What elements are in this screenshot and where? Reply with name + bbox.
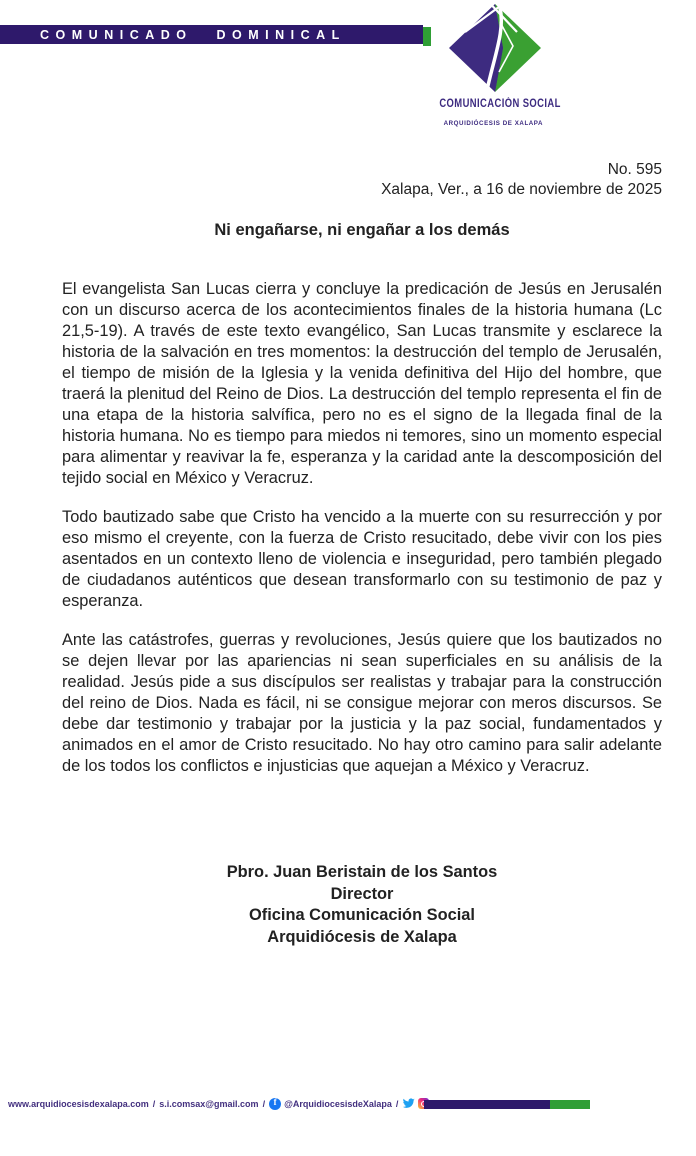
meta-block [62, 160, 662, 200]
signature-block [62, 862, 662, 948]
footer-facebook-handle: @ArquidiocesisdeXalapa [284, 1098, 392, 1109]
header-banner [0, 25, 423, 44]
dateline: Xalapa, Ver., a 16 de noviembre de 2025 [381, 181, 662, 198]
footer-email: s.i.comsax@gmail.com [159, 1098, 259, 1109]
footer-website: www.arquidiocesisdexalapa.com [8, 1098, 149, 1109]
logo-title: COMUNICACIÓN SOCIAL [439, 98, 561, 110]
diamond-cross-logo-icon [443, 2, 543, 94]
logo-subtitle: ARQUIDIÓCESIS DE XALAPA [443, 120, 543, 127]
signature-role: Director [330, 884, 394, 903]
document-title: Ni engañarse, ni engañar a los demás [214, 221, 510, 239]
banner-title: COMUNICADO DOMINICAL [40, 27, 346, 42]
communique-number: No. 595 [607, 161, 662, 178]
facebook-icon [269, 1098, 281, 1110]
footer-separator: / [395, 1098, 399, 1109]
signature-name: Pbro. Juan Beristain de los Santos [226, 863, 498, 881]
footer-accent-bar [424, 1100, 590, 1109]
paragraph-1: El evangelista San Lucas cierra y concluye la predicación de Jesús en Jerusalén con un discurso acerca de los acontecimientos finales de la historia humana (Lc 21,5-19). A través de este texto evangélico, San Lucas transmite y esclarece la historia de la salvación en tres momentos: la destrucción del templo de Jerusalén, el tiempo de misión de la Iglesia y la venida definitiva del Hijo del hombre, que traerá la plenitud del Reino de Dios. La destrucción del templo representa el fin de una etapa de la historia salvífica, pero no es el signo de la llegada final de la historia humana. No es tiempo para miedos ni temores, sino un momento especial para alimentar y reavivar la fe, esperanza y la caridad ante la descomposición del tejido social en México y Veracruz. [62, 280, 662, 487]
signature-organization: Arquidiócesis de Xalapa [267, 927, 457, 946]
arquidiocesis-logo [426, 2, 560, 130]
paragraph-3: Ante las catástrofes, guerras y revoluciones, Jesús quiere que los bautizados no se dejen llevar por las apariencias ni sean superficiales en su análisis de la realidad. Jesús pide a sus discípulos ser realistas y trabajar para la construcción del reino de Dios. Nada es fácil, ni se consigue mejorar con meros discursos. Se debe dar testimonio y trabajar por la justicia y la paz social, fundamentados y animados en el amor de Cristo resucitado. No hay otro camino para salir adelante de los todos los conflictos e injusticias que aquejan a México y Veracruz. [62, 631, 662, 775]
paragraph-2: Todo bautizado sabe que Cristo ha vencido a la muerte con su resurrección y por eso mismo el creyente, con la fuerza de Cristo resucitado, debe vivir con los pies asentados en un contexto lleno de violencia e inseguridad, pero también plegado de ciudadanos auténticos que desean transformarlo con su testimonio de paz y esperanza. [62, 508, 662, 610]
document-body [62, 279, 662, 795]
signature-office: Oficina Comunicación Social [249, 906, 475, 924]
footer-separator: / [152, 1098, 156, 1109]
footer-separator: / [262, 1098, 266, 1109]
twitter-icon [402, 1097, 415, 1110]
